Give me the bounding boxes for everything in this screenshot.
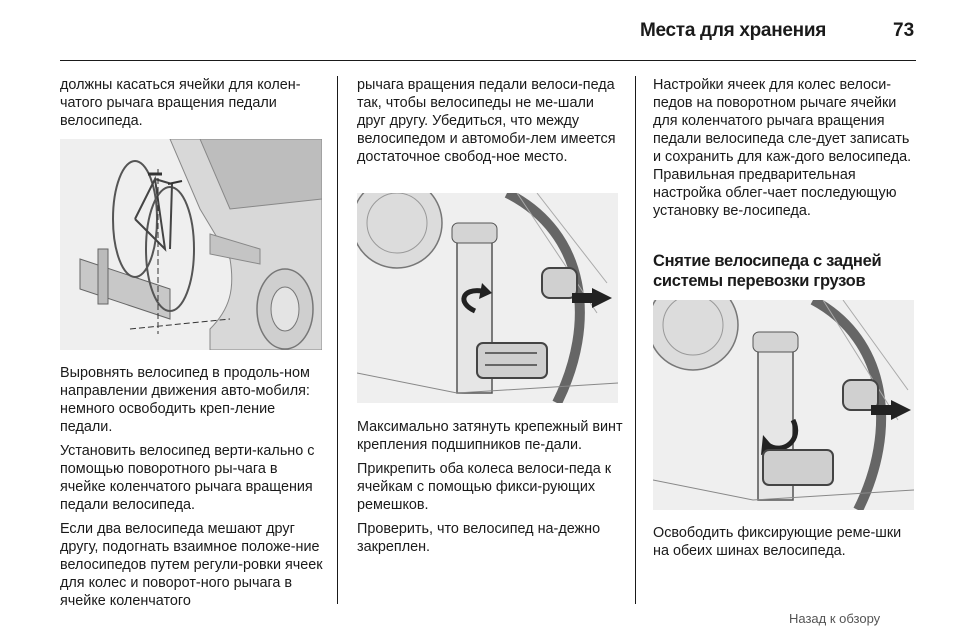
bike-on-carrier-illustration bbox=[60, 139, 322, 350]
pedal-clamp-illustration bbox=[357, 193, 618, 403]
pedal-release-illustration bbox=[653, 300, 914, 510]
col3-paragraph-top: Настройки ячеек для колес велоси-педов на поворотном рычаге ячейки для коленчатого рычага вращения педали велосипеда сле-дует записать и сохранить для каж-дого велосипеда. Правильная предварительная настройка облег-чает последующую установку ве-лосипеда. bbox=[653, 77, 912, 219]
back-to-overview-link[interactable]: Назад к обзору bbox=[789, 611, 881, 626]
section-title: Снятие велосипеда с задней системы перевозки грузов bbox=[653, 252, 882, 290]
column-2-lower bbox=[357, 418, 623, 562]
col1-paragraph-2: Установить велосипед верти-кально с помощью поворотного ры-чага в ячейке коленчатого рычага вращения педали велосипеда. bbox=[60, 443, 315, 513]
column-divider-2 bbox=[635, 76, 636, 604]
column-divider-1 bbox=[337, 76, 338, 604]
col2-paragraph-3: Проверить, что велосипед на-дежно закреплен. bbox=[357, 521, 601, 555]
column-1-lower bbox=[60, 364, 326, 616]
column-2 bbox=[357, 76, 623, 172]
page-title: Места для хранения bbox=[640, 20, 826, 41]
col1-paragraph-1: Выровнять велосипед в продоль-ном направлении движения авто-мобиля: немного освободить креп-ление педали. bbox=[60, 365, 310, 435]
page-number: 73 bbox=[893, 20, 915, 41]
col1-paragraph-3: Если два велосипеда мешают друг другу, подогнать взаимное положе-ние велосипедов путем регули-ровки ячеек для колес и поворот-ного рычага в ячейке коленчатого bbox=[60, 521, 323, 609]
col2-paragraph-2: Прикрепить оба колеса велоси-педа к ячейкам с помощью фикси-рующих ремешков. bbox=[357, 461, 612, 513]
col2-paragraph-1: Максимально затянуть крепежный винт крепления подшипников пе-дали. bbox=[357, 419, 623, 453]
column-3-lower bbox=[653, 524, 917, 566]
col3-paragraph-1: Освободить фиксирующие реме-шки на обеих шинах велосипеда. bbox=[653, 525, 902, 559]
column-3-section bbox=[653, 251, 917, 297]
header-divider bbox=[60, 60, 916, 61]
col1-continuation-text: должны касаться ячейки для колен-чатого рычага вращения педали велосипеда. bbox=[60, 77, 301, 129]
column-3 bbox=[653, 76, 917, 226]
column-1 bbox=[60, 76, 326, 136]
col2-continuation-text: рычага вращения педали велоси-педа так, чтобы велосипеды не ме-шали друг другу. Убедиться, что между велосипедом и автомоби-лем имеется достаточное свобод-ное место. bbox=[357, 77, 616, 165]
